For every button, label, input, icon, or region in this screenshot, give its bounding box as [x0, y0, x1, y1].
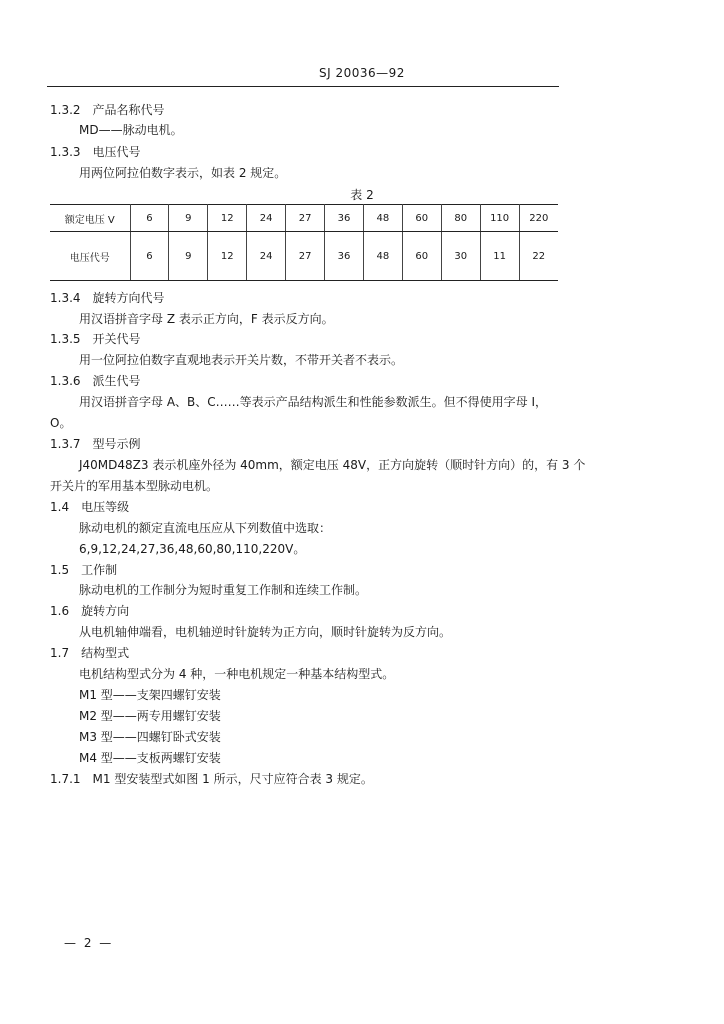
header-rule [47, 86, 559, 87]
table-cell: 60 [402, 232, 441, 281]
table-cell: 24 [247, 205, 286, 232]
section-1-7-heading [50, 645, 129, 661]
section-1-3-7-body: J40MD48Z3 表示机座外径为 40mm，额定电压 48V，正方向旋转（顺时针方向）的，有 3 个 [79, 458, 586, 472]
table-cell: 48 [363, 232, 402, 281]
table-row-voltage-code [50, 232, 558, 281]
table-cell: 27 [286, 205, 325, 232]
section-body: M1 型安装型式如图 1 所示，尺寸应符合表 3 规定。 [92, 772, 373, 786]
section-1-4-heading [50, 499, 129, 515]
section-title: 电压代号 [92, 145, 141, 159]
table-cell: 12 [208, 232, 247, 281]
section-1-3-4-body: 用汉语拼音字母 Z 表示正方向，F 表示反方向。 [79, 312, 334, 326]
table-cell: 80 [441, 205, 480, 232]
section-1-5-heading [50, 562, 117, 578]
section-1-7-1 [50, 771, 373, 787]
table-cell: 48 [363, 205, 402, 232]
section-1-3-7-body-continued: 开关片的军用基本型脉动电机。 [50, 479, 219, 493]
section-number: 1.4 [50, 500, 70, 514]
table-row-rated-voltage [50, 205, 558, 232]
section-number: 1.6 [50, 604, 70, 618]
section-title: 结构型式 [81, 646, 130, 660]
table-cell: 36 [325, 205, 364, 232]
section-number: 1.3.5 [50, 332, 81, 346]
section-1-3-3-body: 用两位阿拉伯数字表示，如表 2 规定。 [79, 166, 287, 180]
section-1-3-6-heading [50, 373, 141, 389]
document-code: SJ 20036—92 [319, 66, 405, 80]
section-1-4-body: 脉动电机的额定直流电压应从下列数值中选取： [79, 521, 332, 535]
section-1-4-voltage-values: 6,9,12,24,27,36,48,60,80,110,220V。 [79, 542, 306, 556]
table-cell: 11 [480, 232, 519, 281]
table-cell: 6 [130, 205, 169, 232]
section-1-6-body: 从电机轴伸端看，电机轴逆时针旋转为正方向，顺时针旋转为反方向。 [79, 625, 452, 639]
structure-type-m1: M1 型——支架四螺钉安装 [79, 688, 221, 702]
structure-type-m4: M4 型——支板两螺钉安装 [79, 751, 221, 765]
section-title: 旋转方向 [81, 604, 130, 618]
section-1-7-body: 电机结构型式分为 4 种，一种电机规定一种基本结构型式。 [79, 667, 395, 681]
section-title: 工作制 [81, 563, 118, 577]
section-title: 产品名称代号 [92, 103, 165, 117]
section-number: 1.5 [50, 563, 70, 577]
structure-type-m3: M3 型——四螺钉卧式安装 [79, 730, 221, 744]
table-cell: 额定电压 V [50, 205, 130, 232]
section-title: 型号示例 [92, 437, 141, 451]
table-cell: 9 [169, 232, 208, 281]
table-cell: 电压代号 [50, 232, 130, 281]
section-number: 1.7.1 [50, 772, 81, 786]
section-title: 派生代号 [92, 374, 141, 388]
section-title: 电压等级 [81, 500, 130, 514]
section-1-3-2-body: MD——脉动电机。 [79, 123, 183, 137]
section-number: 1.3.2 [50, 103, 81, 117]
section-1-3-2-heading [50, 102, 165, 118]
table-cell: 36 [325, 232, 364, 281]
section-1-3-6-body: 用汉语拼音字母 A、B、C……等表示产品结构派生和性能参数派生。但不得使用字母 I， [79, 395, 547, 409]
section-number: 1.3.6 [50, 374, 81, 388]
section-title: 开关代号 [92, 332, 141, 346]
table-cell: 27 [286, 232, 325, 281]
table-cell: 24 [247, 232, 286, 281]
section-number: 1.3.3 [50, 145, 81, 159]
section-1-3-5-heading [50, 331, 141, 347]
section-1-3-4-heading [50, 290, 165, 306]
table-cell: 22 [519, 232, 558, 281]
table-cell: 9 [169, 205, 208, 232]
table-cell: 220 [519, 205, 558, 232]
section-1-5-body: 脉动电机的工作制分为短时重复工作制和连续工作制。 [79, 583, 368, 597]
table-2-caption: 表 2 [350, 188, 374, 202]
table-2 [50, 204, 558, 281]
table-cell: 30 [441, 232, 480, 281]
section-1-3-3-heading [50, 144, 141, 160]
section-1-3-7-heading [50, 436, 141, 452]
table-cell: 110 [480, 205, 519, 232]
structure-type-m2: M2 型——两专用螺钉安装 [79, 709, 221, 723]
section-1-6-heading [50, 603, 129, 619]
section-number: 1.7 [50, 646, 70, 660]
table-cell: 12 [208, 205, 247, 232]
table-cell: 6 [130, 232, 169, 281]
section-number: 1.3.7 [50, 437, 81, 451]
section-title: 旋转方向代号 [92, 291, 165, 305]
section-1-3-5-body: 用一位阿拉伯数字直观地表示开关片数，不带开关者不表示。 [79, 353, 404, 367]
section-1-3-6-body-continued: O。 [50, 416, 72, 430]
section-number: 1.3.4 [50, 291, 81, 305]
page-number: — 2 — [64, 936, 114, 950]
table-cell: 60 [402, 205, 441, 232]
